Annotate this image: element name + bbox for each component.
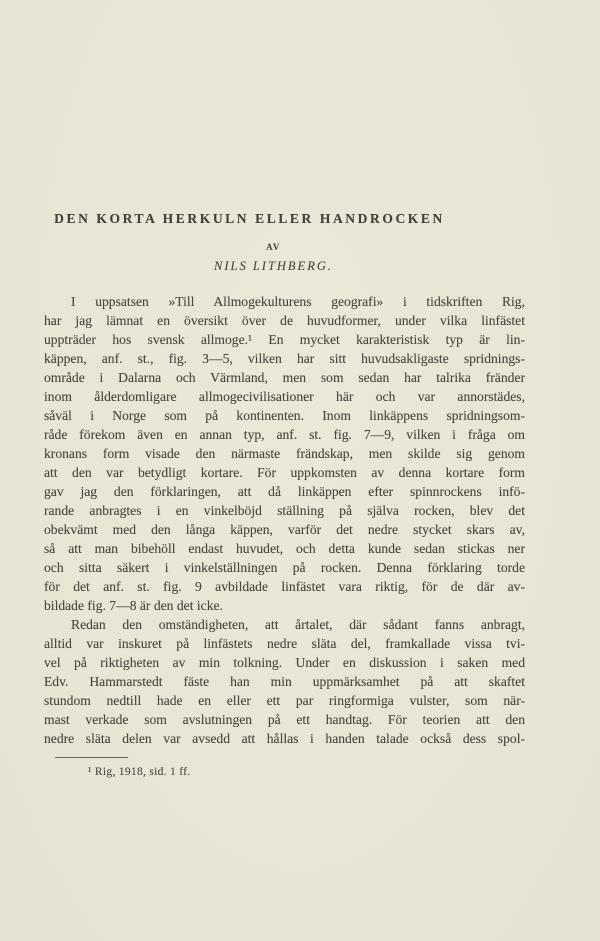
body-line: bildade fig. 7—8 är den det icke. — [44, 598, 223, 613]
body-line: Redan den omständigheten, att årtalet, där sådant fanns anbragt, — [71, 617, 525, 632]
body-line: har jag lämnat en översikt över de huvudformer, under vilka linfästet — [44, 313, 525, 328]
body-line: inom ålderdomligare allmogecivilisationer här och var annorstädes, — [44, 389, 525, 404]
footnote-text: ¹ Rig, 1918, sid. 1 ff. — [88, 766, 191, 778]
body-line: att den var betydligt kortare. För uppkomsten av denna kortare form — [44, 465, 525, 480]
body-line: I uppsatsen »Till Allmogekulturens geografi» i tidskriften Rig, — [71, 294, 525, 309]
body-line: rande anbragtes i en vinkelböjd ställning på själva rocken, blev det — [44, 503, 525, 518]
body-line: stundom nedtill hade en eller ett par ringformiga vulster, som när- — [44, 693, 525, 708]
body-line: Edv. Hammarstedt fäste han min uppmärksamhet på att skaftet — [44, 674, 525, 689]
body-line: nedre släta delen var avsedd att hållas i handen talade också dess spol- — [44, 731, 525, 746]
body-line: vel på riktigheten av min tolkning. Under en diskussion i saken med — [44, 655, 525, 670]
body-line: kronans form visade den närmaste frändskap, men skilde sig genom — [44, 446, 525, 461]
body-line: och sitta säkert i vinkelställningen på rocken. Denna förklaring torde — [44, 560, 525, 575]
body-line: käppen, anf. st., fig. 3—5, vilken har sitt huvudsakligaste spridnings- — [44, 351, 525, 366]
article-title: DEN KORTA HERKULN ELLER HANDROCKEN — [54, 211, 445, 226]
byline-prefix: AV — [266, 242, 281, 252]
footnote-divider — [55, 757, 128, 758]
body-line: för det anf. st. fig. 9 avbildade linfästet vara riktig, för de där av- — [44, 579, 525, 594]
body-line: råde förekom även en annan typ, anf. st. fig. 7—9, vilken i fråga om — [44, 427, 525, 442]
body-text — [44, 292, 525, 748]
body-line: obekvämt med den långa käppen, varför det nedre stycket skars av, — [44, 522, 525, 537]
author-name: NILS LITHBERG. — [214, 259, 333, 273]
body-line: gav jag den förklaringen, att då linkäppen efter spinnrockens infö- — [44, 484, 525, 499]
body-line: såväl i Norge som på kontinenten. Inom linkäppens spridningsom- — [44, 408, 525, 423]
body-line: alltid var inskuret på linfästets nedre släta del, framkallade vissa tvi- — [44, 636, 525, 651]
body-line: uppträder hos svensk allmoge.¹ En mycket karakteristisk typ är lin- — [44, 332, 525, 347]
body-line: så att man bibehöll endast huvudet, och detta kunde sedan stickas ner — [44, 541, 525, 556]
body-line: område i Dalarna och Värmland, men som sedan har talrika fränder — [44, 370, 525, 385]
body-line: mast verkade som avslutningen på ett handtag. För teorien att den — [44, 712, 525, 727]
